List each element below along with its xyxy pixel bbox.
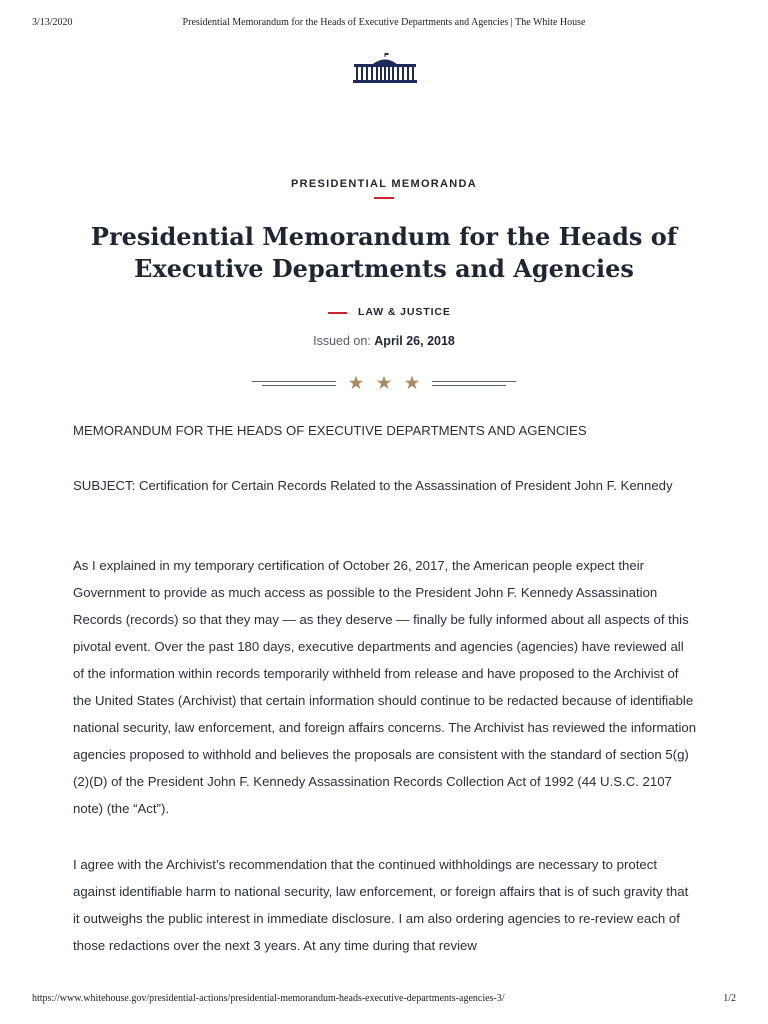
print-page-number: 1/2 [723,993,736,1004]
issued-date: April 26, 2018 [374,334,455,348]
three-stars-icon [252,373,516,393]
page-title: Presidential Memorandum for the Heads of Executive Departments and Agencies [90,222,678,283]
memo-addressee: MEMORANDUM FOR THE HEADS OF EXECUTIVE DEPARTMENTS AND AGENCIES [73,423,587,438]
print-page-title: Presidential Memorandum for the Heads of Executive Departments and Agencies | The White House [182,17,586,28]
print-date: 3/13/2020 [32,17,73,28]
memo-paragraph-2: I agree with the Archivist’s recommendation that the continued withholdings are necessary to protect against identifiable harm to national security, law enforcement, or foreign affairs that is of such gravity that it outweighs the public interest in immediate disclosure. I am also ordering agencies to re-review each of those redactions over the next 3 years. At any time during that review [73,857,689,953]
eyebrow-underline [374,197,394,199]
white-house-logo-icon[interactable] [352,53,418,85]
category-rule [328,312,347,314]
issued-line [0,334,768,348]
memo-subject: SUBJECT: Certification for Certain Records Related to the Assassination of President John F. Kennedy [73,478,673,493]
category-eyebrow[interactable]: PRESIDENTIAL MEMORANDA [290,178,478,190]
memo-paragraph-1: As I explained in my temporary certification of October 26, 2017, the American people expect their Government to provide as much access as possible to the President John F. Kennedy Assassination Records (records) so that they may — as they deserve — finally be fully informed about all aspects of this pivotal event. Over the past 180 days, executive departments and agencies (agencies) have reviewed all of the information within records temporarily withheld from release and have proposed to the Archivist of the United States (Archivist) that certain information should continue to be redacted because of identifiable national security, law enforcement, and foreign affairs concerns. The Archivist has reviewed the information agencies proposed to withhold and believes the proposals are consistent with the standard of section 5(g)(2)(D) of the President John F. Kennedy Assassination Records Collection Act of 1992 (44 U.S.C. 2107 note) (the “Act”). [73,558,697,816]
category-link[interactable]: LAW & JUSTICE [358,306,451,318]
print-footer [32,993,736,1007]
issued-label: Issued on: [313,334,371,348]
print-header [32,17,736,31]
print-url: https://www.whitehouse.gov/presidential-actions/presidential-memorandum-heads-executive-departments-agencies-3/ [32,993,505,1004]
